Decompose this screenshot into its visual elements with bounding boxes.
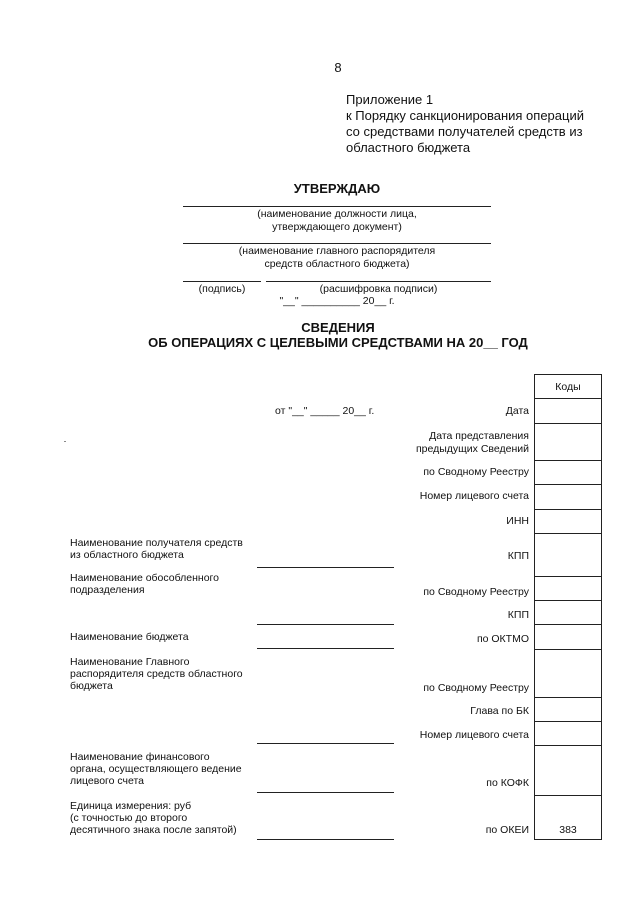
code-kpp-1-field[interactable] — [535, 534, 601, 577]
label-fin-org-3: лицевого счета — [70, 775, 145, 787]
label-main-manager-3: бюджета — [70, 680, 113, 692]
appendix-line-4: областного бюджета — [346, 140, 471, 155]
label-main-manager-1: Наименование Главного — [70, 656, 190, 668]
fin-org-line — [257, 792, 394, 793]
label-prev-date-2: предыдущих Сведений — [415, 443, 529, 455]
label-svodny-2: по Сводному Реестру — [423, 586, 529, 598]
manager-line — [183, 243, 491, 244]
label-kpp-1: КПП — [507, 550, 529, 562]
label-kofk: по КОФК — [486, 777, 529, 789]
label-okei: по ОКЕИ — [485, 824, 529, 836]
signature-line — [183, 281, 261, 282]
label-budget: Наименование бюджета — [70, 631, 189, 643]
heading-line-1: СВЕДЕНИЯ — [301, 320, 375, 335]
position-caption-1: (наименование должности лица, — [257, 208, 417, 220]
subdivision-line — [257, 624, 394, 625]
unit-line — [257, 839, 394, 840]
label-kpp-2: КПП — [507, 609, 529, 621]
manager-caption-2: средств областного бюджета) — [264, 258, 410, 270]
appendix-block — [346, 92, 584, 156]
decode-line — [266, 281, 491, 282]
code-inn-field[interactable] — [535, 510, 601, 534]
code-account-1-field[interactable] — [535, 485, 601, 510]
code-glava-field[interactable] — [535, 698, 601, 722]
date-from: от "__" _____ 20__ г. — [275, 405, 375, 417]
label-recipient-1: Наименование получателя средств — [70, 537, 243, 549]
code-oktmo-field[interactable] — [535, 625, 601, 650]
code-svodny-1-field[interactable] — [535, 461, 601, 485]
decode-caption: (расшифровка подписи) — [319, 283, 438, 295]
approve-title: УТВЕРЖДАЮ — [293, 181, 381, 196]
appendix-line-2: к Порядку санкционирования операций — [346, 108, 584, 123]
label-account-1: Номер лицевого счета — [419, 490, 529, 502]
code-prev-date-field[interactable] — [535, 424, 601, 461]
approve-date: "__" __________ 20__ г. — [279, 295, 395, 307]
label-date: Дата — [505, 405, 529, 417]
label-account-2: Номер лицевого счета — [419, 729, 529, 741]
label-fin-org-2: органа, осуществляющего ведение — [70, 763, 242, 775]
label-svodny-3: по Сводному Реестру — [423, 682, 529, 694]
label-subdivision-1: Наименование обособленного — [70, 572, 219, 584]
label-recipient-2: из областного бюджета — [70, 549, 184, 561]
codes-table — [534, 374, 602, 840]
recipient-line — [257, 567, 394, 568]
code-date-field[interactable] — [535, 399, 601, 424]
label-unit-2: (с точностью до второго — [70, 812, 188, 824]
code-svodny-2-field[interactable] — [535, 577, 601, 601]
code-kofk-field[interactable] — [535, 746, 601, 796]
signature-caption: (подпись) — [198, 283, 246, 295]
budget-line — [257, 648, 394, 649]
page-number: 8 — [334, 60, 342, 75]
label-glava: Глава по БК — [470, 705, 529, 717]
label-fin-org-1: Наименование финансового — [70, 751, 210, 763]
label-oktmo: по ОКТМО — [476, 633, 529, 645]
code-account-2-field[interactable] — [535, 722, 601, 746]
position-line — [183, 206, 491, 207]
label-subdivision-2: подразделения — [70, 584, 145, 596]
code-svodny-3-field[interactable] — [535, 650, 601, 698]
main-manager-line — [257, 743, 394, 744]
label-main-manager-2: распорядителя средств областного — [70, 668, 243, 680]
heading-line-2: ОБ ОПЕРАЦИЯХ С ЦЕЛЕВЫМИ СРЕДСТВАМИ НА 20__ ГОД — [148, 335, 528, 350]
manager-caption-1: (наименование главного распорядителя — [238, 245, 436, 257]
label-unit-3: десятичного знака после запятой) — [70, 824, 237, 836]
codes-header: Коды — [535, 375, 601, 399]
appendix-line-1: Приложение 1 — [346, 92, 434, 107]
position-caption-2: утверждающего документ) — [272, 221, 402, 233]
appendix-line-3: со средствами получателей средств из — [346, 124, 583, 139]
label-prev-date-1: Дата представления — [429, 430, 529, 442]
label-svodny-1: по Сводному Реестру — [423, 466, 529, 478]
margin-mark — [64, 441, 66, 442]
code-kpp-2-field[interactable] — [535, 601, 601, 625]
code-okei-field[interactable]: 383 — [535, 796, 601, 840]
label-inn: ИНН — [506, 515, 529, 527]
label-unit-1: Единица измерения: руб — [70, 800, 192, 812]
